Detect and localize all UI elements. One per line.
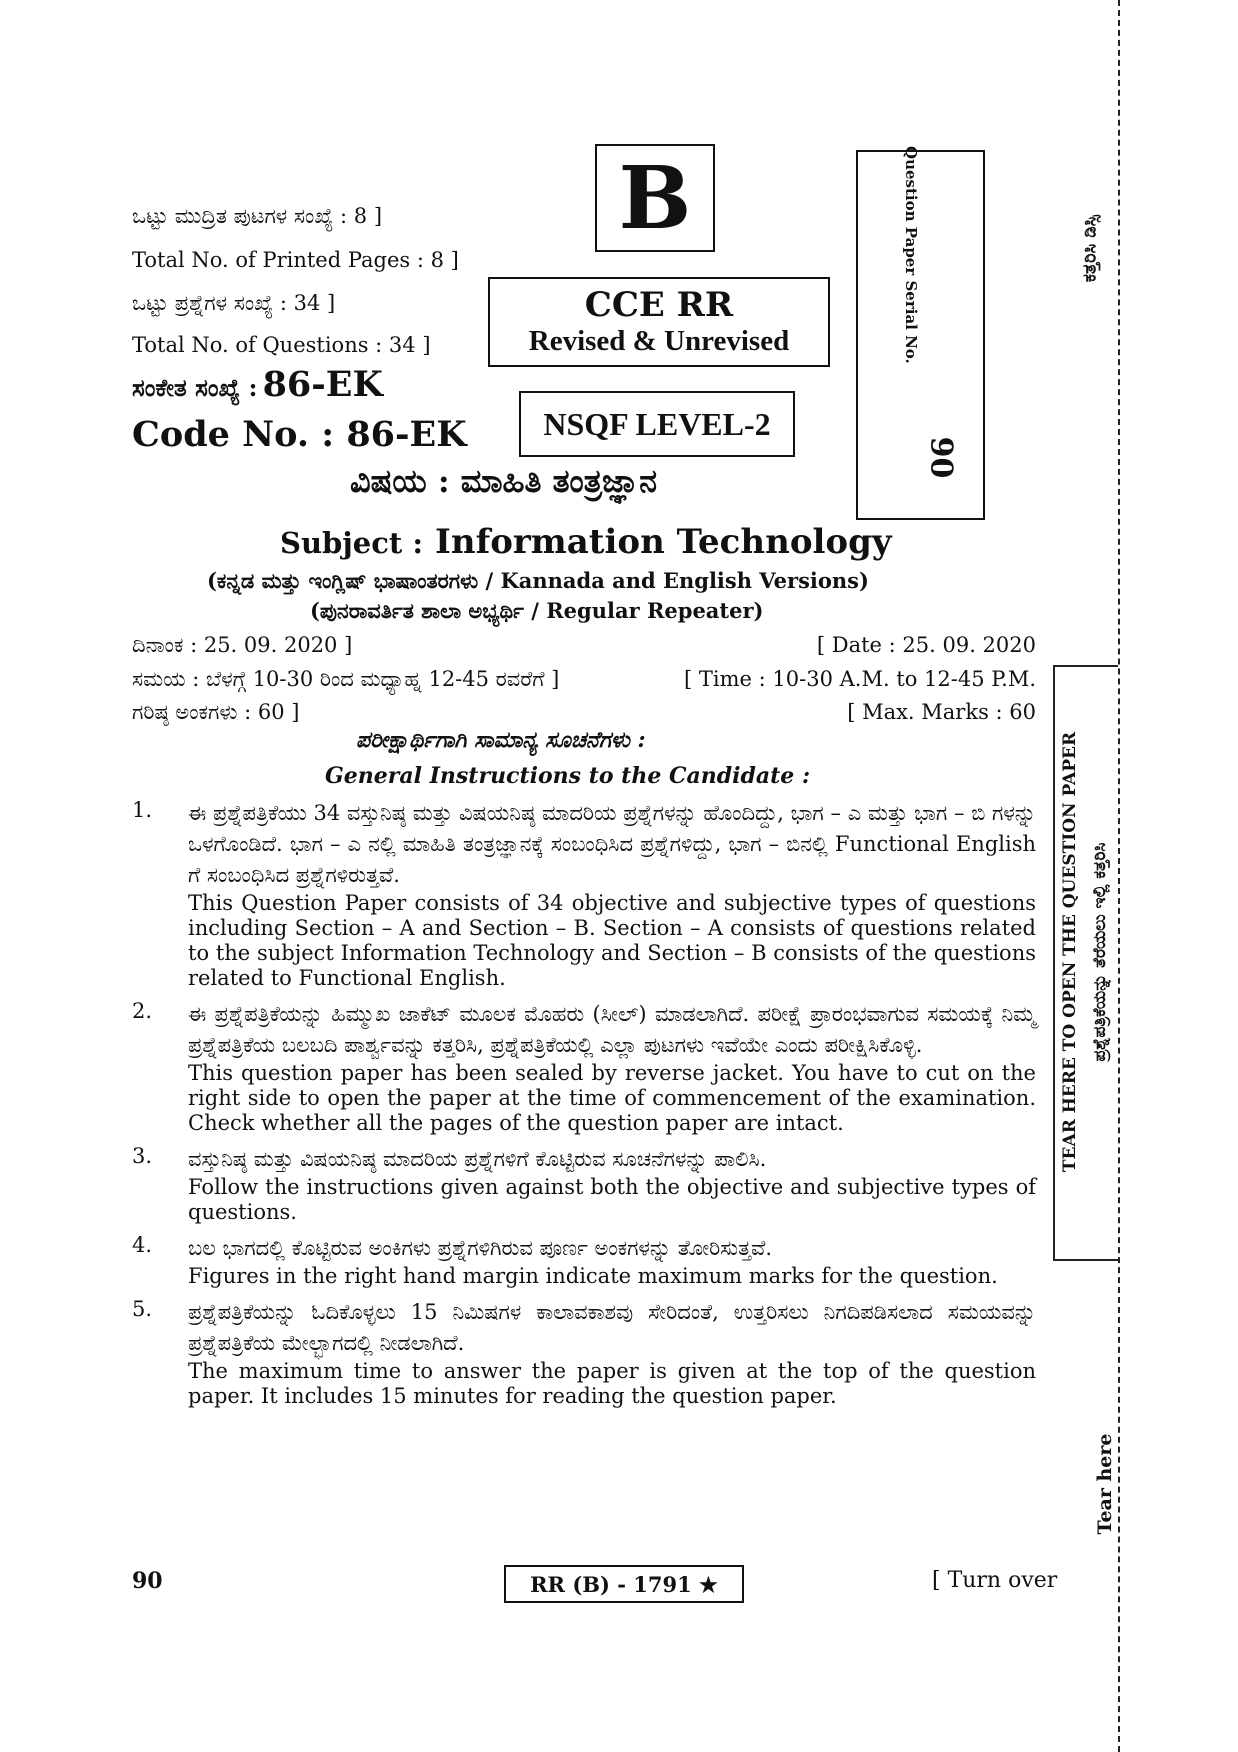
instruction-item [132,1233,1036,1289]
instruction-text-en: This question paper has been sealed by reverse jacket. You have to cut on the right side to open the paper at the time of commencement of the examination. Check whether all the pages of the question paper are intact. [188,1061,1036,1135]
instruction-text-kn: ಈ ಪ್ರಶ್ನೆಪತ್ರಿಕೆಯನ್ನು ಹಿಮ್ಮುಖ ಜಾಕೆಟ್ ಮೂಲಕ ಮೊಹರು (ಸೀಲ್) ಮಾಡಲಾಗಿದೆ. ಪರೀಕ್ಷೆ ಪ್ರಾರಂಭವಾಗುವ ಸಮಯಕ್ಕೆ ನಿಮ್ಮ ಪ್ರಶ್ನೆಪತ್ರಿಕೆಯ ಬಲಬದಿ ಪಾರ್ಶ್ವವನ್ನು ಕತ್ತರಿಸಿ, ಪ್ರಶ್ನೆಪತ್ರಿಕೆಯಲ್ಲಿ ಎಲ್ಲಾ ಪುಟಗಳು ಇವೆಯೇ ಎಂದು ಪರೀಕ್ಷಿಸಿಕೊಳ್ಳಿ. [188,1002,1036,1057]
marks-en: [ Max. Marks : 60 [847,700,1036,724]
tear-here-en: TEAR HERE TO OPEN THE QUESTION PAPER [1060,731,1080,1173]
instruction-text-en: The maximum time to answer the paper is given at the top of the question paper. It includes 15 minutes for reading the question paper. [188,1359,1036,1408]
instruction-text-en: Follow the instructions given against both the objective and subjective types of questions. [188,1175,1036,1224]
footer-code-box: RR (B) - 1791 ★ [504,1565,744,1603]
instruction-number: 2. [132,999,153,1023]
cut-here-kn-top: ಕತ್ತರಿಸಿ ಡಿಸ್ಸಿ [1079,214,1101,283]
tear-line[interactable] [1118,0,1120,1752]
instructions-heading-kn: ಪರೀಕ್ಷಾರ್ಥಿಗಾಗಿ ಸಾಮಾನ್ಯ ಸೂಚನೆಗಳು : [356,727,646,753]
tear-here-label: Tear here [1094,1433,1116,1535]
instruction-number: 4. [132,1233,153,1257]
footer-page-number: 90 [132,1568,163,1594]
total-questions-en: Total No. of Questions : 34 ] [132,333,431,357]
cce-subtitle: Revised & Unrevised [528,325,790,357]
instruction-number: 5. [132,1297,153,1321]
time-kn: ಸಮಯ : ಬೆಳಗ್ಗೆ 10-30 ರಿಂದ ಮಧ್ಯಾಹ್ನ 12-45 ರವರೆಗೆ ] [132,667,560,691]
marks-kn: ಗರಿಷ್ಠ ಅಂಕಗಳು : 60 ] [132,700,300,724]
instruction-item [132,999,1036,1136]
repeater-line: (ಪುನರಾವರ್ತಿತ ಶಾಲಾ ಅಭ್ಯರ್ಥಿ / Regular Repeater) [310,598,764,623]
subject-en [280,522,892,562]
serial-number: 90 [923,436,959,479]
subject-kn: ವಿಷಯ : ಮಾಹಿತಿ ತಂತ್ರಜ್ಞಾನ [350,462,658,500]
nsqf-level-box: NSQF LEVEL-2 [519,391,795,457]
total-questions-kn: ಒಟ್ಟು ಪ್ರಶ್ನೆಗಳ ಸಂಖ್ಯೆ : 34 ] [132,291,336,315]
serial-label: Question Paper Serial No. [902,146,920,364]
version-letter-box: B [595,144,715,252]
printed-pages-kn: ಒಟ್ಟು ಮುದ್ರಿತ ಪುಟಗಳ ಸಂಖ್ಯೆ : 8 ] [132,204,383,228]
instruction-item [132,1144,1036,1225]
tear-here-kn: ಪ್ರಶ್ನೆಪತ್ರಿಕೆಯನ್ನು ತೆರೆಯಲು ಇಲ್ಲಿ ಕತ್ತರಿಸಿ [1090,842,1110,1062]
subject-en-label: Subject : [280,526,424,560]
code-no-kn-value: 86-EK [262,364,383,405]
date-en: [ Date : 25. 09. 2020 [816,633,1036,657]
serial-number-box [856,146,985,520]
instructions-heading-en: General Instructions to the Candidate : [325,763,811,789]
instruction-text-kn: ಬಲ ಭಾಗದಲ್ಲಿ ಕೊಟ್ಟಿರುವ ಅಂಕಿಗಳು ಪ್ರಶ್ನೆಗಳಿಗಿರುವ ಪೂರ್ಣ ಅಂಕಗಳನ್ನು ತೋರಿಸುತ್ತವೆ. [188,1236,773,1260]
date-kn: ದಿನಾಂಕ : 25. 09. 2020 ] [132,633,353,657]
code-no-kn-label: ಸಂಕೇತ ಸಂಖ್ಯೆ : [132,373,258,402]
instruction-item [132,1297,1036,1409]
instruction-text-en: Figures in the right hand margin indicate maximum marks for the question. [188,1264,998,1288]
instruction-text-en: This Question Paper consists of 34 objective and subjective types of questions including Section – A and Section – B. Section – A consists of questions related to the subject Information Technology and Section – B consists of the questions related to Functional English. [188,891,1036,990]
printed-pages-en: Total No. of Printed Pages : 8 ] [132,248,459,272]
code-no-kn [132,364,383,405]
versions-line: (ಕನ್ನಡ ಮತ್ತು ಇಂಗ್ಲಿಷ್ ಭಾಷಾಂತರಗಳು / Kannada and English Versions) [207,568,869,593]
code-no-en: Code No. : 86-EK [132,414,467,455]
footer-turn-over: [ Turn over [932,1568,1058,1593]
instruction-number: 1. [132,798,153,822]
instruction-item [132,798,1036,991]
instruction-text-kn: ವಸ್ತುನಿಷ್ಠ ಮತ್ತು ವಿಷಯನಿಷ್ಠ ಮಾದರಿಯ ಪ್ರಶ್ನೆಗಳಿಗೆ ಕೊಟ್ಟಿರುವ ಸೂಚನೆಗಳನ್ನು ಪಾಲಿಸಿ. [188,1147,767,1171]
cce-title: CCE RR [584,285,734,325]
instruction-text-kn: ಪ್ರಶ್ನೆಪತ್ರಿಕೆಯನ್ನು ಓದಿಕೊಳ್ಳಲು 15 ನಿಮಿಷಗಳ ಕಾಲಾವಕಾಶವು ಸೇರಿದಂತೆ, ಉತ್ತರಿಸಲು ನಿಗದಿಪಡಿಸಲಾದ ಸಮಯವನ್ನು ಪ್ರಶ್ನೆಪತ್ರಿಕೆಯ ಮೇಲ್ಭಾಗದಲ್ಲಿ ನೀಡಲಾಗಿದೆ. [188,1300,1036,1355]
cce-box [488,277,830,367]
instruction-number: 3. [132,1144,153,1168]
subject-en-value: Information Technology [434,522,892,562]
instructions-list [132,798,1036,1409]
instruction-text-kn: ಈ ಪ್ರಶ್ನೆಪತ್ರಿಕೆಯು 34 ವಸ್ತುನಿಷ್ಠ ಮತ್ತು ವಿಷಯನಿಷ್ಠ ಮಾದರಿಯ ಪ್ರಶ್ನೆಗಳನ್ನು ಹೊಂದಿದ್ದು, ಭಾಗ – ಎ ಮತ್ತು ಭಾಗ – ಬಿ ಗಳನ್ನು ಒಳಗೊಂಡಿದೆ. ಭಾಗ – ಎ ನಲ್ಲಿ ಮಾಹಿತಿ ತಂತ್ರಜ್ಞಾನಕ್ಕೆ ಸಂಬಂಧಿಸಿದ ಪ್ರಶ್ನೆಗಳಿದ್ದು, ಭಾಗ – ಬಿನಲ್ಲಿ Functional English ಗೆ ಸಂಬಂಧಿಸಿದ ಪ್ರಶ್ನೆಗಳಿರುತ್ತವೆ. [188,801,1036,887]
time-en: [ Time : 10-30 A.M. to 12-45 P.M. [684,667,1036,691]
